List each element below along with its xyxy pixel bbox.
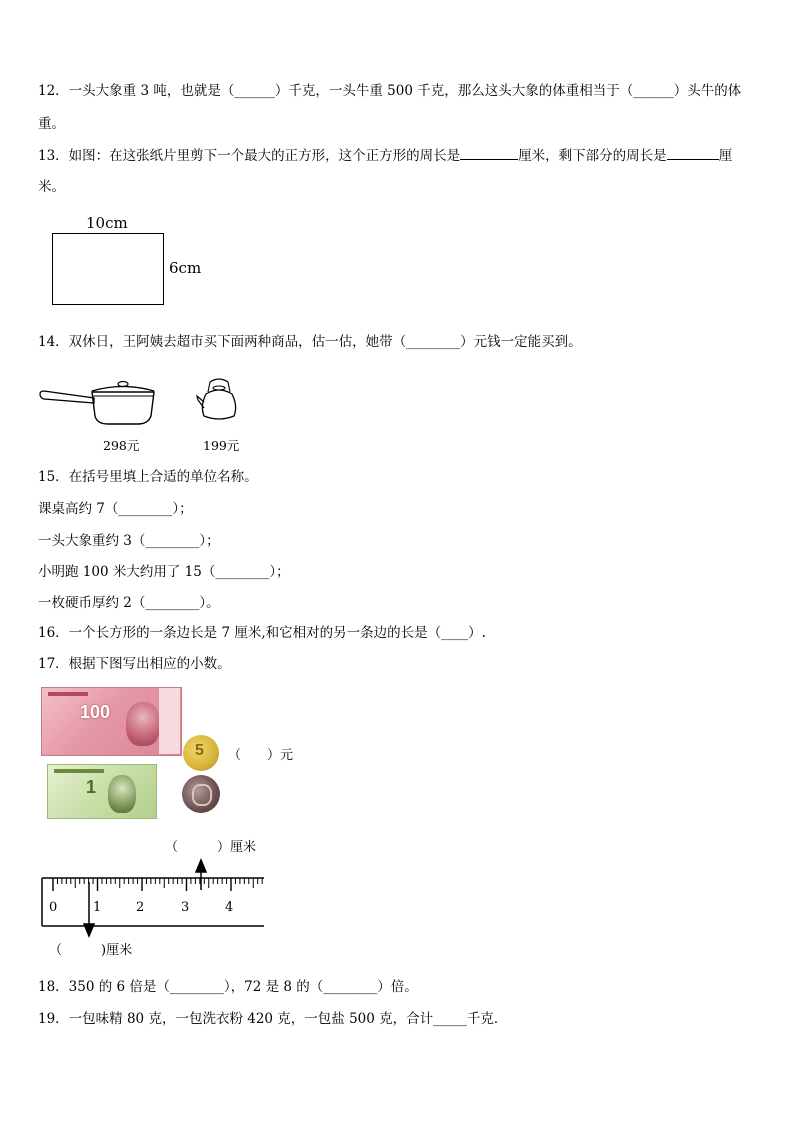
kettle-icon (196, 376, 242, 426)
q15-item: 小明跑 100 米大约用了 15（________）； (38, 564, 290, 580)
ruler-figure (36, 852, 268, 938)
q15-item: 课桌高约 7（________）； (38, 501, 193, 517)
q13-height-label: 6cm (169, 259, 202, 277)
ruler-tick-label-4: 4 (225, 900, 234, 915)
mao-portrait-icon (126, 702, 160, 746)
note-1-value: 1 (86, 777, 97, 797)
banknote-1-image (47, 764, 157, 819)
ruler-bottom-answer: （ )厘米 (49, 943, 133, 958)
q13-paper-rectangle (52, 233, 164, 305)
ruler-tick-label-0: 0 (49, 900, 58, 915)
q12-line1: 12．一头大象重 3 吨，也就是（______）千克，一头牛重 500 千克，那么这头大象的体重相当于（______）头牛的体 (38, 83, 742, 99)
q17-money-answer: （ ）元 (228, 748, 294, 763)
q13-width-label: 10cm (86, 214, 128, 232)
q13-blank-2[interactable] (667, 146, 719, 160)
ruler-top-answer: （ ）厘米 (165, 840, 257, 855)
q13-text-b: 厘米，剩下部分的周长是 (518, 148, 667, 164)
q15-title: 15．在括号里填上合适的单位名称。 (38, 469, 258, 485)
q15-item: 一头大象重约 3（________）； (38, 533, 220, 549)
q13-line1 (38, 146, 758, 165)
q15-item: 一枚硬币厚约 2（________）。 (38, 595, 220, 611)
q12-line2: 重。 (38, 116, 65, 132)
q14-line: 14．双休日，王阿姨去超市买下面两种商品，估一估，她带（________）元钱一定能买到。 (38, 334, 582, 350)
ruler-tick-label-2: 2 (136, 900, 145, 915)
saucepan-icon (38, 378, 158, 428)
coin-5-jiao-image (183, 735, 219, 771)
coin-1-jiao-image (182, 775, 220, 813)
q19-line: 19．一包味精 80 克，一包洗衣粉 420 克，一包盐 500 克，合计_____千克． (38, 1011, 508, 1027)
note-100-value: 100 (80, 702, 111, 722)
ruler-ticks (53, 878, 262, 891)
ruler-tick-label-3: 3 (181, 900, 190, 915)
mao-portrait-icon (108, 775, 136, 813)
ruler-up-arrow (196, 860, 206, 890)
q13-text-c: 厘 (718, 148, 733, 164)
q16-line: 16．一个长方形的一条边长是 7 厘米,和它相对的另一条边的长是（____）. (38, 625, 486, 641)
q18-line: 18．350 的 6 倍是（________），72 是 8 的（________）倍。 (38, 979, 418, 995)
q13-blank-1[interactable] (460, 146, 518, 160)
q13-line2: 米。 (38, 179, 65, 195)
q13-text-a: 13．如图：在这张纸片里剪下一个最大的正方形，这个正方形的周长是 (38, 148, 461, 164)
kettle-price: 199元 (203, 438, 240, 453)
coin-value: 5 (195, 742, 204, 759)
q17-title: 17．根据下图写出相应的小数。 (38, 656, 231, 672)
ruler-tick-label-1: 1 (93, 900, 102, 915)
saucepan-price: 298元 (103, 438, 140, 453)
banknote-100-image (41, 687, 182, 756)
